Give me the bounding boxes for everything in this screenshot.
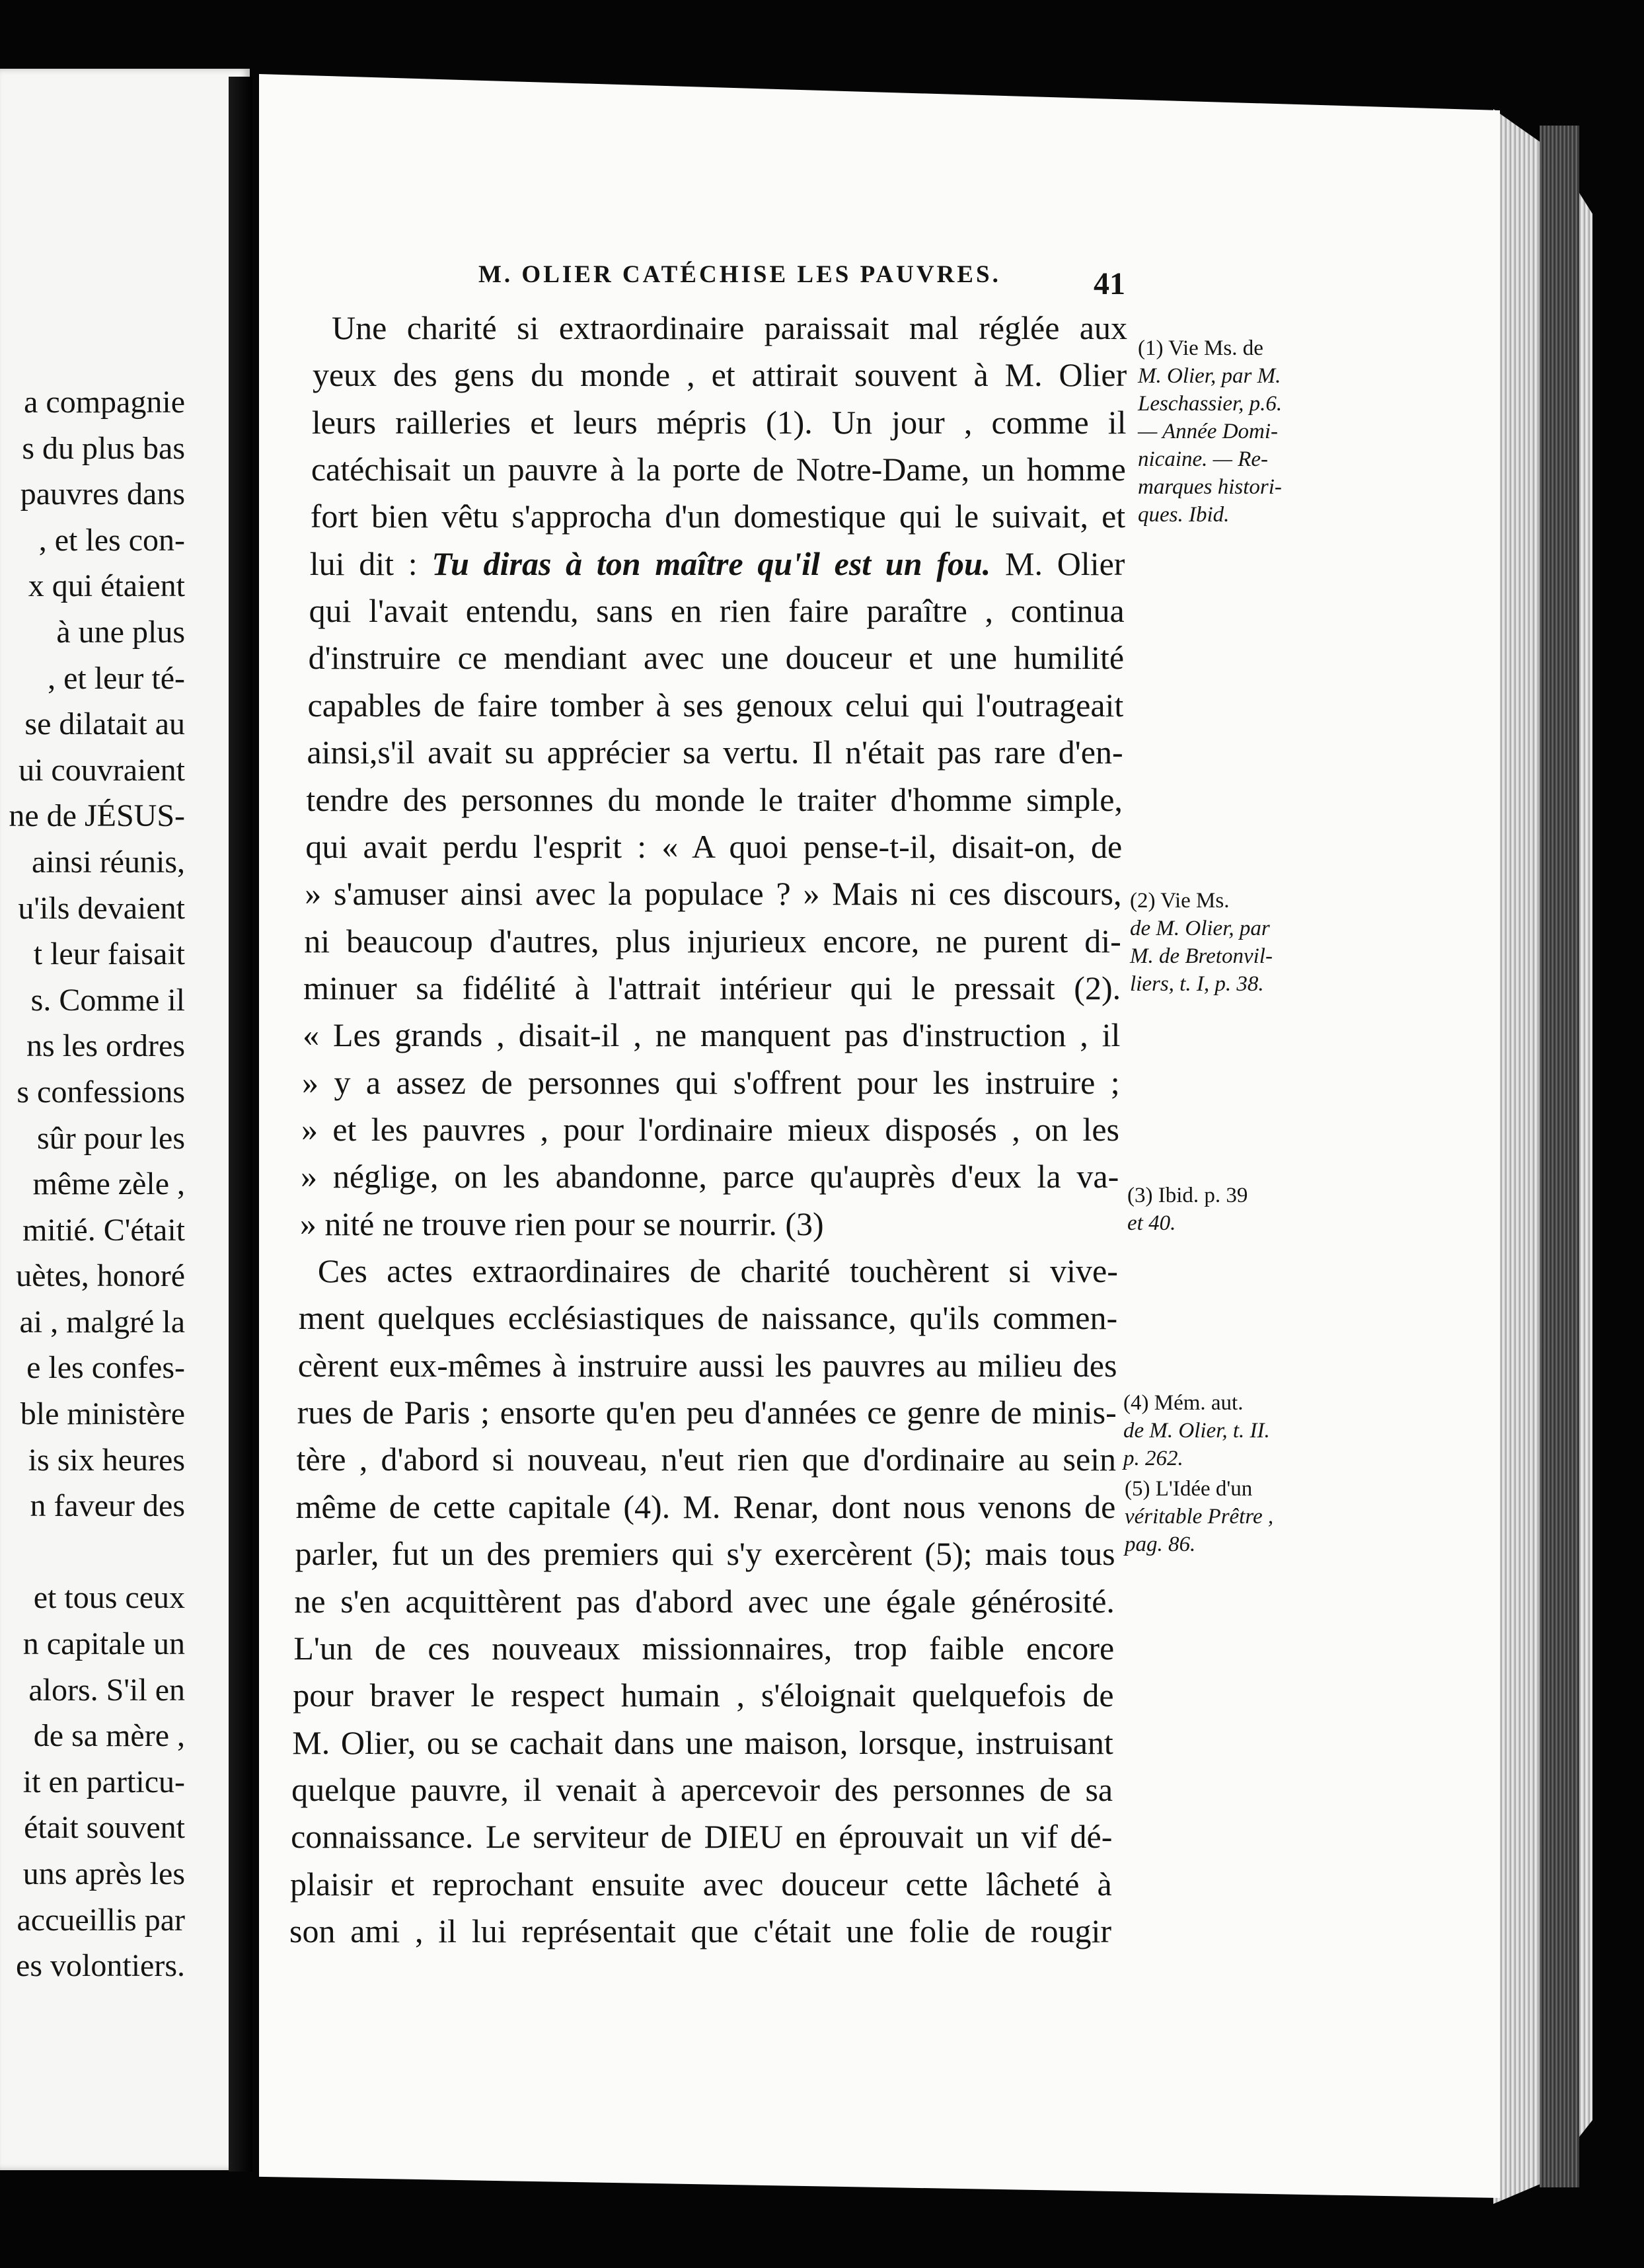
margin-note-line: pag. 86. bbox=[1125, 1532, 1196, 1556]
facing-page-line: ai , malgré la bbox=[19, 1304, 185, 1340]
body-line: parler, fut un des premiers qui s'y exercèrent (5); mais tous bbox=[295, 1535, 1115, 1573]
facing-page-line: x qui étaient bbox=[28, 568, 185, 604]
facing-page-line: ainsi réunis, bbox=[32, 844, 185, 880]
body-line: d'instruire ce mendiant avec une douceur et une humilité bbox=[308, 639, 1125, 677]
facing-page-line: était souvent bbox=[24, 1810, 185, 1846]
facing-page-line bbox=[0, 1529, 185, 1575]
facing-page-line: s. Comme il bbox=[30, 982, 185, 1018]
body-line: capables de faire tomber à ses genoux celui qui l'outrageait bbox=[307, 686, 1124, 724]
margin-note-line: p. 262. bbox=[1123, 1447, 1183, 1470]
facing-page-line: alors. S'il en bbox=[28, 1672, 185, 1708]
margin-note-line: marques histori- bbox=[1138, 475, 1282, 499]
body-line: yeux des gens du monde , et attirait souvent à M. Olier bbox=[312, 356, 1127, 394]
facing-page-line: mitié. C'était bbox=[22, 1212, 185, 1248]
margin-note-line: Leschassier, p.6. bbox=[1138, 392, 1283, 416]
facing-page-line: t leur faisait bbox=[33, 936, 185, 972]
body-line: leurs railleries et leurs mépris (1). Un jour , comme il bbox=[311, 403, 1127, 441]
facing-page-line: a compagnie bbox=[24, 385, 185, 420]
margin-note bbox=[1125, 1475, 1290, 1558]
facing-page-line: ns les ordres bbox=[26, 1028, 185, 1064]
body-line: pour braver le respect humain , s'éloignait quelquefois de bbox=[293, 1677, 1114, 1714]
facing-page-line: sûr pour les bbox=[37, 1120, 185, 1156]
margin-note-line: ques. Ibid. bbox=[1138, 503, 1230, 527]
margin-note-line: — Année Domi- bbox=[1138, 420, 1279, 443]
facing-page-line: , et les con- bbox=[38, 522, 185, 558]
margin-note-line: (3) Ibid. p. 39 bbox=[1127, 1184, 1248, 1207]
margin-note-line: M. de Bretonvil- bbox=[1130, 944, 1273, 968]
body-line: qui l'avait entendu, sans en rien faire paraître , continua bbox=[309, 592, 1125, 630]
facing-page-line: u'ils devaient bbox=[18, 890, 185, 926]
facing-page-line: uns après les bbox=[22, 1856, 185, 1891]
facing-page-line: is six heures bbox=[28, 1442, 185, 1478]
margin-note-line: (4) Mém. aut. bbox=[1123, 1391, 1244, 1415]
body-line: Une charité si extraordinaire paraissait mal réglée aux bbox=[332, 309, 1127, 346]
body-line: plaisir et reprochant ensuite avec douceur cette lâcheté à bbox=[290, 1865, 1112, 1903]
body-line: » et les pauvres , pour l'ordinaire mieux disposés , on les bbox=[301, 1111, 1119, 1148]
margin-note-line: (1) Vie Ms. de bbox=[1138, 336, 1263, 360]
facing-page-line: accueillis par bbox=[17, 1902, 185, 1938]
body-line: tendre des personnes du monde le traiter d'homme simple, bbox=[306, 780, 1123, 818]
body-line: connaissance. Le serviteur de DIEU en éprouvait un vif dé- bbox=[291, 1818, 1113, 1856]
margin-note bbox=[1130, 887, 1295, 998]
body-line: L'un de ces nouveaux missionnaires, trop faible encore bbox=[293, 1629, 1115, 1667]
body-line: tère , d'abord si nouveau, n'eut rien que d'ordinaire au sein bbox=[296, 1441, 1117, 1478]
facing-page-line: s du plus bas bbox=[22, 430, 185, 466]
body-line: ni beaucoup d'autres, plus injurieux encore, ne purent di- bbox=[304, 922, 1121, 960]
facing-page-line: n faveur des bbox=[30, 1488, 185, 1524]
body-line: ment quelques ecclésiastiques de naissance, qu'ils commen- bbox=[298, 1299, 1118, 1337]
body-line: quelque pauvre, il venait à apercevoir des personnes de sa bbox=[291, 1770, 1113, 1808]
body-line: » s'amuser ainsi avec la populace ? » Mais ni ces discours, bbox=[305, 875, 1122, 913]
facing-page-line: ne de JÉSUS- bbox=[9, 798, 185, 834]
margin-note-line: et 40. bbox=[1127, 1211, 1176, 1235]
body-line-suffix: M. Olier bbox=[990, 545, 1125, 582]
page-edges-shadow bbox=[1540, 126, 1579, 2187]
body-line: cèrent eux-mêmes à instruire aussi les pauvres au milieu des bbox=[297, 1346, 1117, 1384]
body-line: fort bien vêtu s'approcha d'un domestique qui le suivait, et bbox=[310, 498, 1126, 535]
body-line: » néglige, on les abandonne, parce qu'auprès d'eux la va- bbox=[300, 1158, 1119, 1195]
facing-page-line: à une plus bbox=[56, 614, 185, 650]
facing-page bbox=[0, 69, 250, 2170]
body-line-prefix: lui dit : bbox=[309, 545, 432, 582]
margin-note-line: véritable Prêtre , bbox=[1125, 1505, 1274, 1529]
facing-page-line: se dilatait au bbox=[24, 706, 185, 742]
facing-page-line: ble ministère bbox=[20, 1396, 185, 1432]
facing-page-text bbox=[0, 379, 185, 1989]
facing-page-line: de sa mère , bbox=[33, 1718, 185, 1754]
body-line: » nité ne trouve rien pour se nourrir. (3) bbox=[299, 1205, 824, 1242]
margin-note bbox=[1138, 334, 1303, 529]
margin-note-line: M. Olier, par M. bbox=[1138, 364, 1281, 388]
facing-page-line: , et leur té- bbox=[48, 660, 185, 696]
facing-page-line: s confessions bbox=[17, 1074, 185, 1110]
body-line: M. Olier, ou se cachait dans une maison, lorsque, instruisant bbox=[292, 1723, 1113, 1761]
facing-page-line: ui couvraient bbox=[19, 752, 185, 788]
facing-page-line: n capitale un bbox=[22, 1626, 185, 1662]
book-gutter bbox=[229, 77, 252, 2172]
body-line: ne s'en acquittèrent pas d'abord avec une égale générosité. bbox=[294, 1582, 1115, 1620]
body-line: rues de Paris ; ensorte qu'en peu d'années ce genre de minis- bbox=[297, 1394, 1117, 1431]
body-line bbox=[310, 544, 1125, 584]
facing-page-line: e les confes- bbox=[26, 1350, 185, 1386]
body-line: « Les grands , disait-il , ne manquent pas d'instruction , il bbox=[303, 1016, 1121, 1054]
body-line: même de cette capitale (4). M. Renar, dont nous venons de bbox=[295, 1488, 1116, 1525]
quoted-remark: Tu diras à ton maître qu'il est un fou. bbox=[431, 545, 991, 582]
margin-note-line: liers, t. I, p. 38. bbox=[1130, 972, 1264, 996]
margin-note bbox=[1123, 1389, 1289, 1472]
running-head: M. OLIER CATÉCHISE LES PAUVRES. bbox=[478, 261, 1001, 288]
body-line: minuer sa fidélité à l'attrait intérieur qui le pressait (2). bbox=[303, 969, 1121, 1006]
body-line: qui avait perdu l'esprit : « A quoi pense-t-il, disait-on, de bbox=[305, 827, 1123, 865]
body-line: ainsi,s'il avait su apprécier sa vertu. Il n'était pas rare d'en- bbox=[307, 734, 1123, 771]
facing-page-line: es volontiers. bbox=[16, 1948, 185, 1984]
margin-note-line: nicaine. — Re- bbox=[1138, 447, 1269, 471]
facing-page-line: uètes, honoré bbox=[16, 1258, 185, 1294]
margin-note-line: (2) Vie Ms. bbox=[1130, 889, 1230, 913]
facing-page-line: même zèle , bbox=[32, 1166, 185, 1202]
facing-page-line: it en particu- bbox=[22, 1764, 185, 1799]
facing-page-line: et tous ceux bbox=[33, 1580, 185, 1616]
margin-note-line: de M. Olier, t. II. bbox=[1123, 1419, 1270, 1443]
body-line: Ces actes extraordinaires de charité touchèrent si vive- bbox=[317, 1252, 1118, 1290]
margin-note bbox=[1127, 1182, 1292, 1237]
margin-note-line: de M. Olier, par bbox=[1130, 917, 1270, 940]
margin-note-line: (5) L'Idée d'un bbox=[1125, 1477, 1253, 1501]
body-line: » y a assez de personnes qui s'offrent pour les instruire ; bbox=[302, 1063, 1120, 1101]
facing-page-line: pauvres dans bbox=[20, 476, 185, 512]
body-line: catéchisait un pauvre à la porte de Notre-Dame, un homme bbox=[311, 451, 1126, 488]
page-number: 41 bbox=[1094, 266, 1125, 301]
body-line: son ami , il lui représentait que c'était une folie de rougir bbox=[289, 1912, 1111, 1949]
